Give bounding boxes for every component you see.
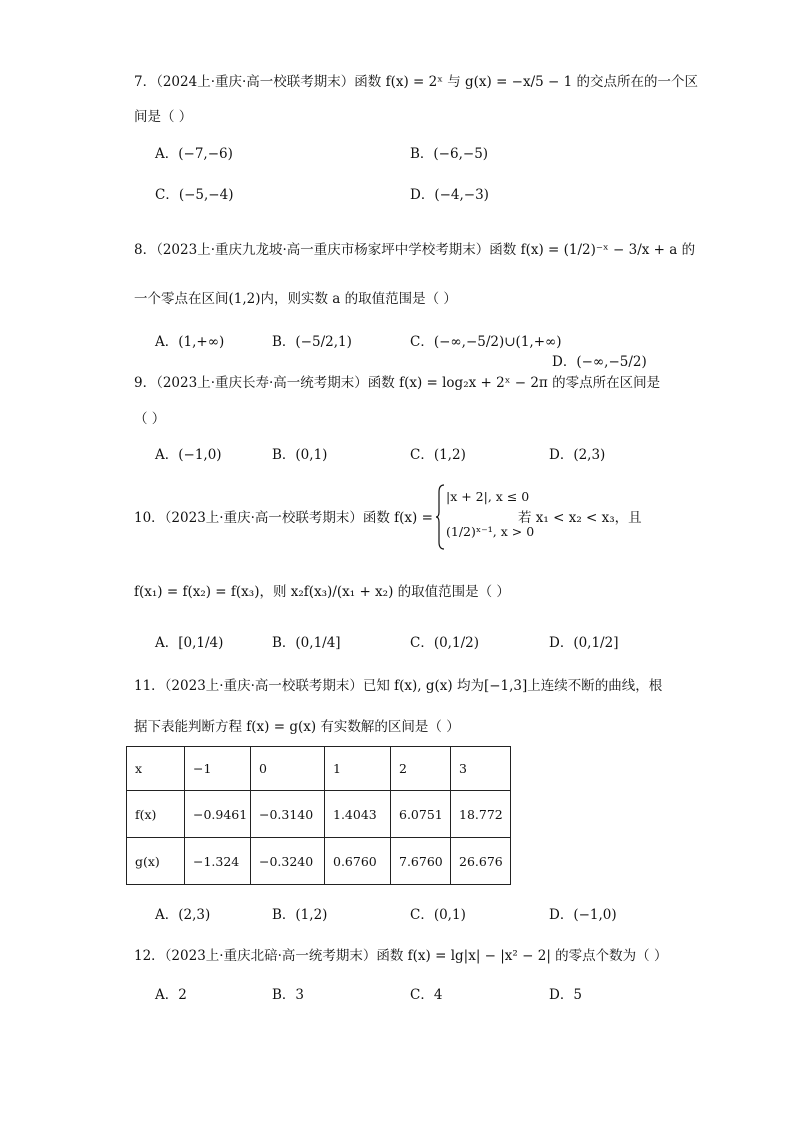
table-cell: −0.3140 [251, 791, 325, 838]
q10-option-a[interactable]: A．[0,1/4) [155, 635, 224, 651]
q10-option-d[interactable]: D．(0,1/2] [549, 635, 619, 651]
table-cell: 0 [251, 747, 325, 791]
q10-option-c[interactable]: C．(0,1/2) [410, 635, 479, 651]
q10-stem-line2: f(x₁) = f(x₂) = f(x₃)，则 x₂f(x₃)/(x₁ + x₂) 的取值范围是（ ） [134, 584, 510, 600]
q7-option-c[interactable]: C．(−5,−4) [155, 187, 234, 203]
q7-option-a[interactable]: A．(−7,−6) [155, 146, 233, 162]
table-cell: 1.4043 [325, 791, 391, 838]
table-cell: 18.772 [451, 791, 511, 838]
table-cell: −1.324 [185, 838, 251, 885]
q10-stem-prefix: 10．（2023上·重庆·高一校联考期末）函数 f(x) = [134, 510, 433, 526]
q7-option-b[interactable]: B．(−6,−5) [410, 146, 489, 162]
values-table [126, 746, 511, 885]
q9-option-a[interactable]: A．(−1,0) [155, 447, 222, 463]
q12-stem-line1: 12．（2023上·重庆北碚·高一统考期末）函数 f(x) = lg|x| − |x² − 2| 的零点个数为（ ） [134, 948, 668, 964]
q8-stem-line2: 一个零点在区间(1,2)内，则实数 a 的取值范围是（ ） [134, 291, 457, 307]
table-header-row [127, 747, 511, 791]
table-cell: 3 [451, 747, 511, 791]
table-cell: 7.6760 [391, 838, 451, 885]
table-cell: 0.6760 [325, 838, 391, 885]
q12-option-b[interactable]: B．3 [272, 987, 305, 1003]
q12-option-c[interactable]: C．4 [410, 987, 443, 1003]
q7-stem-line2: 间是（ ） [134, 109, 193, 125]
table-cell: −0.3240 [251, 838, 325, 885]
table-row [127, 838, 511, 885]
q8-stem-line1: 8．（2023上·重庆九龙坡·高一重庆市杨家坪中学校考期末）函数 f(x) = (1/2)⁻ˣ − 3/x + a 的 [134, 242, 696, 258]
q10-piece-2: (1/2)ˣ⁻¹, x > 0 [446, 524, 535, 539]
q9-option-c[interactable]: C．(1,2) [410, 447, 466, 463]
table-cell: x [127, 747, 185, 791]
q10-piece-1: |x + 2|, x ≤ 0 [446, 489, 530, 504]
q11-option-c[interactable]: C．(0,1) [410, 907, 466, 923]
q11-option-d[interactable]: D．(−1,0) [549, 907, 617, 923]
piecewise-brace-icon [435, 484, 445, 550]
q10-option-b[interactable]: B．(0,1/4] [272, 635, 341, 651]
q10-stem-suffix: 若 x₁ < x₂ < x₃，且 [518, 510, 642, 526]
table-cell: g(x) [127, 838, 185, 885]
q12-option-d[interactable]: D．5 [549, 987, 582, 1003]
q8-option-a[interactable]: A．(1,+∞) [155, 334, 225, 350]
q9-stem-line1: 9．（2023上·重庆长寿·高一统考期末）函数 f(x) = log₂x + 2ˣ − 2π 的零点所在区间是 [134, 375, 661, 391]
q11-stem-line2: 据下表能判断方程 f(x) = g(x) 有实数解的区间是（ ） [134, 719, 460, 735]
q7-stem-line1: 7．（2024上·重庆·高一校联考期末）函数 f(x) = 2ˣ 与 g(x) = −x/5 − 1 的交点所在的一个区 [134, 74, 699, 90]
q11-stem-line1: 11．（2023上·重庆·高一校联考期末）已知 f(x), g(x) 均为[−1,3]上连续不断的曲线，根 [134, 678, 663, 694]
table-cell: 26.676 [451, 838, 511, 885]
table-cell: 1 [325, 747, 391, 791]
q7-option-d[interactable]: D．(−4,−3) [410, 187, 489, 203]
q9-stem-line2: （ ） [134, 411, 166, 427]
q9-option-b[interactable]: B．(0,1) [272, 447, 328, 463]
q9-option-d[interactable]: D．(2,3) [549, 447, 606, 463]
q8-option-c[interactable]: C．(−∞,−5/2)∪(1,+∞) [410, 334, 562, 350]
q8-option-b[interactable]: B．(−5/2,1) [272, 334, 352, 350]
table-row [127, 791, 511, 838]
q11-option-b[interactable]: B．(1,2) [272, 907, 328, 923]
table-cell: f(x) [127, 791, 185, 838]
table-cell: 6.0751 [391, 791, 451, 838]
table-cell: −1 [185, 747, 251, 791]
q12-option-a[interactable]: A．2 [155, 987, 187, 1003]
q11-option-a[interactable]: A．(2,3) [155, 907, 211, 923]
table-cell: −0.9461 [185, 791, 251, 838]
table-cell: 2 [391, 747, 451, 791]
q8-option-d[interactable]: D．(−∞,−5/2) [552, 354, 647, 370]
